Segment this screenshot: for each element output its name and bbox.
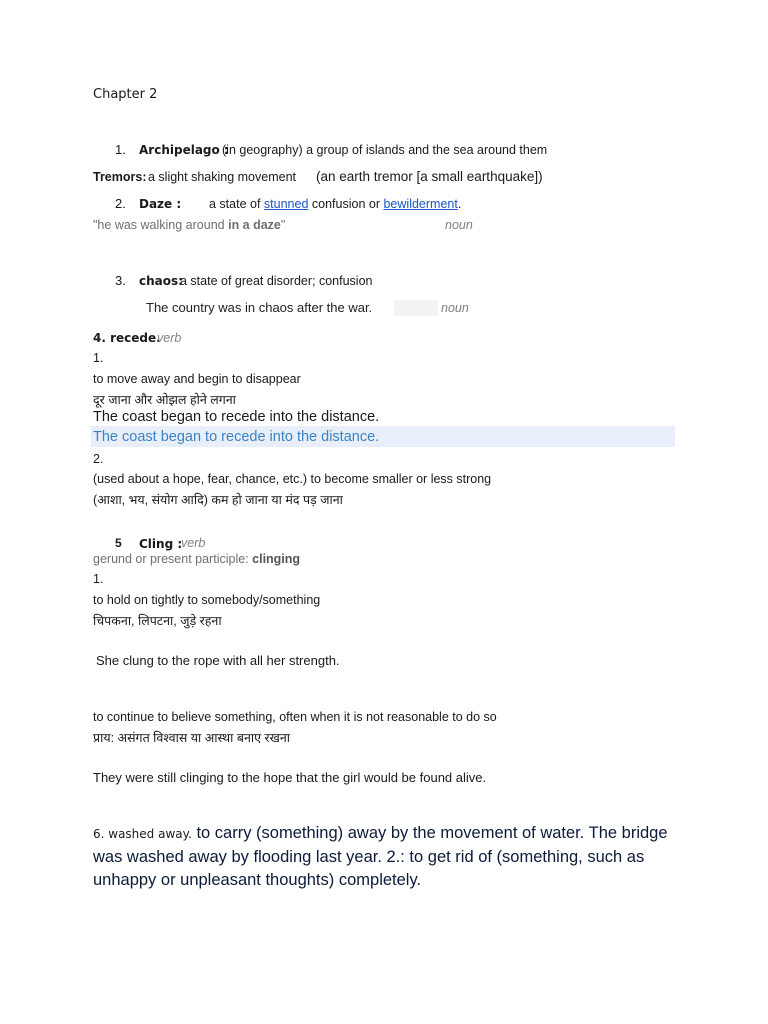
- example: (an earth tremor [a small earthquake]): [316, 169, 543, 184]
- entry-number: 5: [115, 536, 122, 550]
- part-of-speech: noun: [445, 218, 473, 232]
- page-title: Chapter 2: [93, 87, 158, 102]
- hindi-translation: दूर जाना और ओझल होने लगना: [93, 393, 236, 407]
- term-chaos: chaos:: [139, 274, 183, 288]
- term-recede: 4. recede.: [93, 331, 161, 345]
- part-of-speech: verb: [157, 331, 182, 345]
- definition: to carry (something) away by the movement of water. The bridge was washed away by flooding last year. 2.: to get rid of (something, such as unhappy or unpleasant thoughts) completely.: [93, 824, 668, 889]
- example: They were still clinging to the hope that the girl would be found alive.: [93, 770, 487, 785]
- example: "he was walking around in a daze": [93, 218, 286, 232]
- gerund-line: gerund or present participle: clinging: [93, 552, 301, 566]
- link-stunned[interactable]: stunned: [263, 197, 309, 211]
- part-of-speech: verb: [181, 536, 206, 550]
- example: The country was in chaos after the war.: [146, 300, 373, 315]
- link-bewilderment[interactable]: bewilderment: [383, 197, 458, 211]
- definition: to hold on tightly to somebody/something: [93, 593, 321, 607]
- highlighted-example-row: [91, 426, 675, 447]
- term-washed-away: 6. washed away.: [93, 827, 192, 841]
- sense-number: 1.: [93, 572, 104, 586]
- term-tremors: Tremors:: [93, 170, 147, 184]
- definition: a slight shaking movement: [148, 170, 296, 184]
- definition: a state of great disorder; confusion: [180, 274, 373, 288]
- sense-number: 1.: [93, 351, 104, 365]
- term-daze: Daze :: [139, 197, 182, 211]
- hindi-translation: चिपकना, लिपटना, जुड़े रहना: [93, 614, 222, 628]
- highlight-gap: [394, 300, 438, 316]
- sense-number: 2.: [93, 452, 104, 466]
- entry-number: 3.: [115, 273, 126, 288]
- example-highlighted: The coast began to recede into the distance.: [93, 429, 380, 445]
- definition: (used about a hope, fear, chance, etc.) to become smaller or less strong: [93, 472, 492, 486]
- hindi-translation: प्राय: असंगत विश्वास या आस्था बनाए रखना: [93, 731, 291, 745]
- entry-number: 1.: [115, 142, 126, 157]
- example: She clung to the rope with all her strength.: [96, 653, 340, 668]
- hindi-translation: (आशा, भय, संयोग आदि) कम हो जाना या मंद पड़ जाना: [93, 493, 343, 507]
- entry-number: 2.: [115, 196, 126, 211]
- definition: to move away and begin to disappear: [93, 372, 301, 386]
- part-of-speech: noun: [441, 301, 469, 315]
- term-cling: Cling :: [139, 537, 183, 551]
- definition: to continue to believe something, often when it is not reasonable to do so: [93, 710, 497, 724]
- definition: (in geography) a group of islands and the sea around them: [222, 143, 548, 157]
- example: The coast began to recede into the distance.: [93, 409, 380, 425]
- entry-washed-away: [93, 822, 683, 892]
- term-archipelago: Archipelago :: [139, 143, 229, 157]
- definition: a state of stunned confusion or bewilderment.: [209, 197, 462, 211]
